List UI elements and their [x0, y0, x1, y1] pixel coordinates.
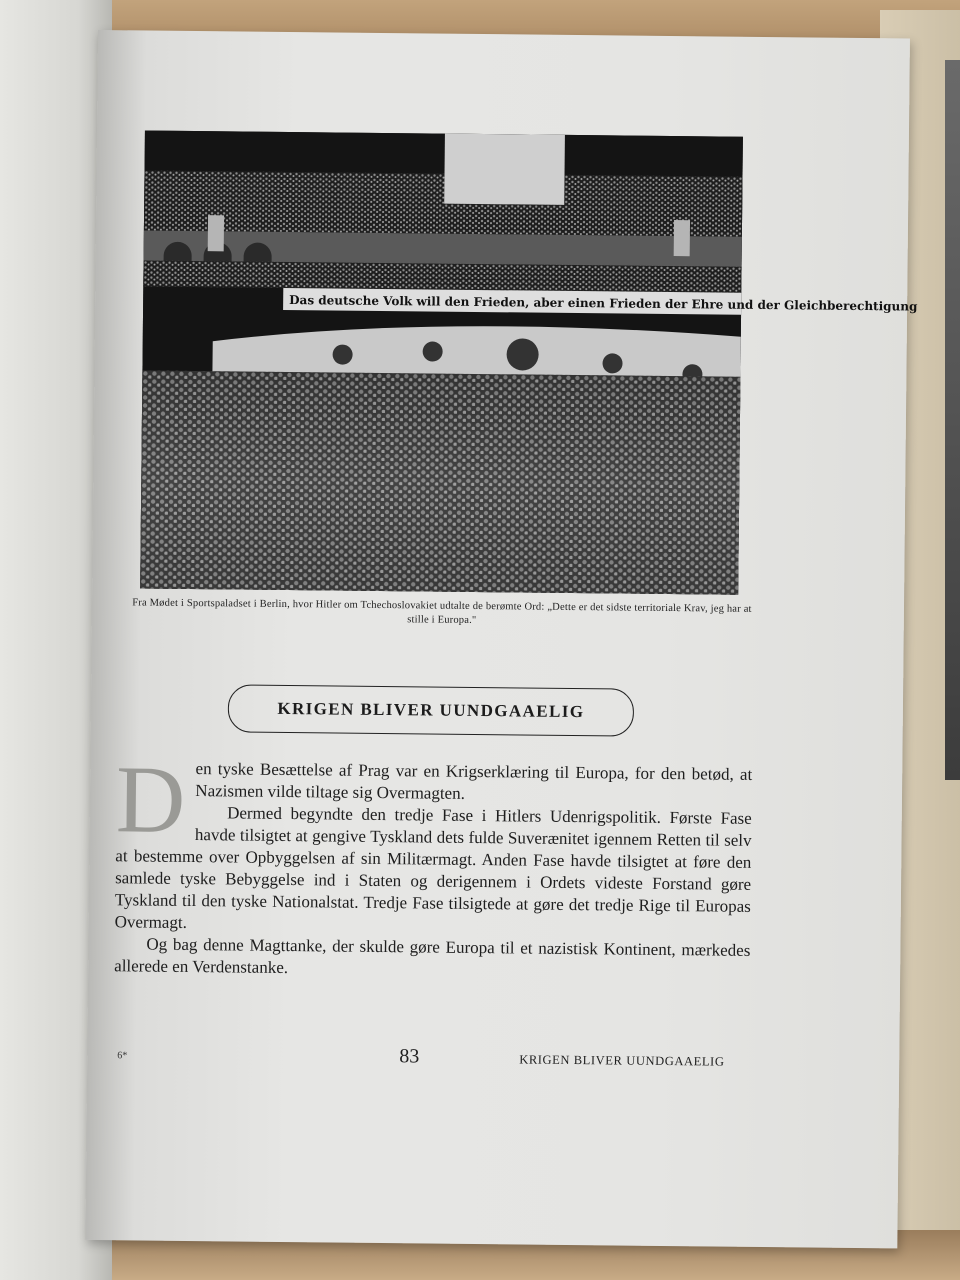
running-head: KRIGEN BLIVER UUNDGAAELIG — [519, 1052, 725, 1069]
rally-photo-illustration — [140, 130, 918, 594]
rally-photograph — [140, 130, 918, 594]
paragraph-2: Dermed begyndte den tredje Fase i Hitlers Udenrigspolitik. Første Fase havde tilsigtet at gengive Tyskland dets fulde Suverænitet igennem Retten til selv at bestemme over Opbyggelsen af sin Militærmagt. Anden Fase havde tilsigtet at føre den samlede tyske Bebyggelse ind i Staten og derigennem i Ordets videste Forstand gøre Tyskland til den tyske Nationalstat. Tredje Fase tilsigtede at gøre det tredje Rige til Europas Overmagt. — [114, 803, 752, 932]
body-text — [114, 745, 753, 984]
page-number: 83 — [399, 1045, 420, 1068]
drop-cap: D — [115, 745, 186, 853]
book-page — [85, 30, 918, 1248]
photo-banner-text: Das deutsche Volk will den Frieden, aber einen Frieden der Ehre und der Gleichberechtigung — [289, 293, 918, 314]
chapter-heading-box — [228, 684, 634, 736]
adjacent-book-photo-edge — [945, 60, 960, 780]
photo-caption: Fra Mødet i Sportspaladset i Berlin, hvor Hitler om Tchechoslovakiet udtalte de berømte Ord: „Dette er det sidste territoriale Krav, jeg har at stille i Europa." — [132, 597, 752, 626]
paragraph-3: Og bag denne Magttanke, der skulde gøre Europa til et nazistisk Kontinent, mærkedes allerede en Verdenstanke. — [114, 934, 751, 978]
paragraph-1: en tyske Besættelse af Prag var en Krigserklæring til Europa, for den betød, at Nazismen vilde tiltage sig Overmagten. — [195, 759, 753, 803]
chapter-heading: KRIGEN BLIVER UUNDGAAELIG — [277, 698, 585, 722]
signature-mark: 6* — [117, 1050, 128, 1062]
